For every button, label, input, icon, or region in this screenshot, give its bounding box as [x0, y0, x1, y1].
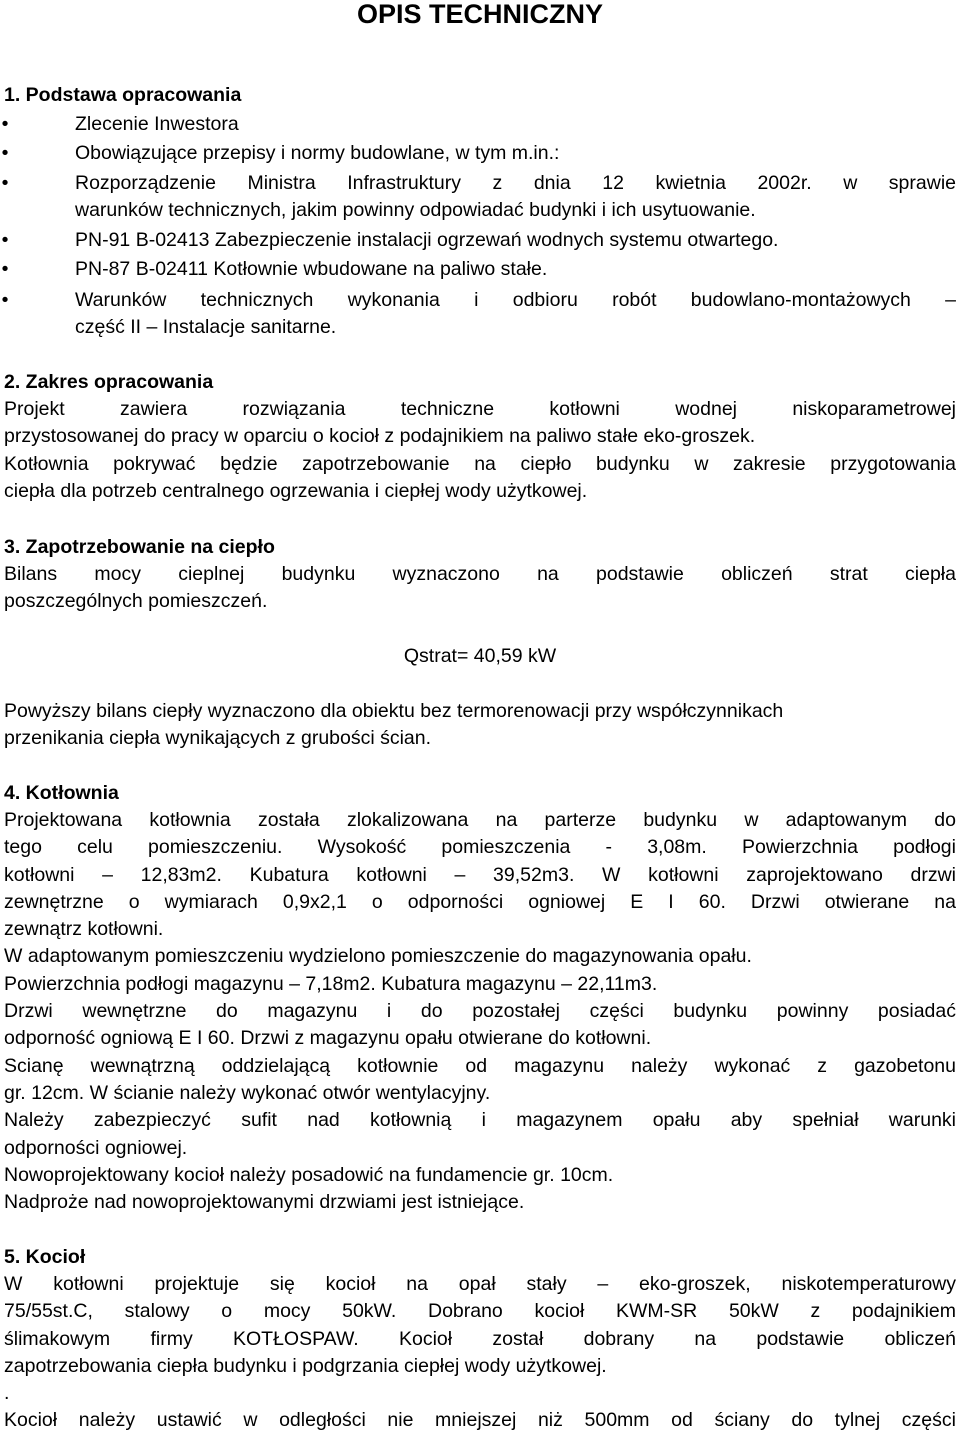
section-4-heading: 4. Kotłownia — [4, 782, 119, 804]
list-item-text-line: warunków technicznych, jakim powinny odpowiadać budynki i ich usytuowanie. — [75, 199, 756, 222]
text-line: W kotłowni projektuje się kocioł na opał stały – eko-groszek, niskotemperaturowy — [4, 1273, 956, 1295]
list-item-text: PN-91 B-02413 Zabezpieczenie instalacji ogrzewań wodnych systemu otwartego. — [75, 229, 779, 251]
list-item-text-line: Warunków technicznych wykonania i odbioru robót budowlano-montażowych – — [75, 289, 956, 311]
bullet-icon: • — [1, 142, 9, 164]
text-line: zewnętrzne o wymiarach 0,9x2,1 o odporności ogniowej E I 60. Drzwi otwierane na — [4, 890, 956, 913]
section-3-note — [4, 698, 956, 753]
text-line: kotłowni – 12,83m2. Kubatura kotłowni – 39,52m3. W kotłowni zaprojektowano drzwi — [4, 863, 956, 886]
text-line: Kocioł należy ustawić w odległości nie mniejszej niż 500mm od ściany do tylnej części — [4, 1409, 956, 1432]
text-line: Należy zabezpieczyć sufit nad kotłownią i magazynem opału aby spełniał warunki — [4, 1109, 956, 1132]
section-3-paragraph — [4, 561, 956, 616]
text-line: Scianę wewnątrzną oddzielającą kotłownie od magazynu należy wykonać z gazobetonu — [4, 1054, 956, 1077]
text-line: odporność ogniową E I 60. Drzwi z magazynu opału otwierane do kotłowni. — [4, 1027, 652, 1050]
bullet-icon: • — [1, 113, 9, 135]
list-item — [1, 287, 956, 342]
list-item — [1, 140, 956, 167]
section-1-heading: 1. Podstawa opracowania — [4, 84, 242, 106]
text-line: zapotrzebowania ciepła budynku i podgrzania ciepłej wody użytkowej. — [4, 1354, 607, 1377]
section-5-paragraph — [4, 1271, 956, 1435]
text-line: Bilans mocy cieplnej budynku wyznaczono na podstawie obliczeń strat ciepła — [4, 563, 956, 585]
text-line: przystosowanej do pracy w oparciu o kocioł z podajnikiem na paliwo stałe eko-groszek. — [4, 425, 756, 448]
section-2-paragraph — [4, 396, 956, 505]
text-line: ciepła dla potrzeb centralnego ogrzewania i ciepłej wody użytkowej. — [4, 479, 588, 502]
text-line: Nowoprojektowany kocioł należy posadowić na fundamencie gr. 10cm. — [4, 1163, 614, 1186]
list-item-text: Zlecenie Inwestora — [75, 113, 239, 135]
text-line: zewnątrz kotłowni. — [4, 918, 164, 941]
formula: Qstrat= 40,59 kW — [403, 645, 557, 667]
list-item — [1, 170, 956, 225]
text-line: Projekt zawiera rozwiązania techniczne kotłowni wodnej niskoparametrowej — [4, 398, 956, 420]
text-line: Kotłownia pokrywać będzie zapotrzebowanie na ciepło budynku w zakresie przygotowania — [4, 452, 956, 475]
text-line: odporności ogniowej. — [4, 1136, 188, 1159]
list-item-text-line: część II – Instalacje sanitarne. — [75, 316, 337, 339]
text-line: . — [4, 1382, 10, 1405]
section-4-paragraph — [4, 807, 956, 1216]
list-item-text: PN-87 B-02411 Kotłownie wbudowane na paliwo stałe. — [75, 258, 548, 280]
text-line: 75/55st.C, stalowy o mocy 50kW. Dobrano kocioł KWM-SR 50kW z podajnikiem — [4, 1300, 956, 1323]
text-line: Nadproże nad nowoprojektowanymi drzwiami jest istniejące. — [4, 1191, 525, 1214]
list-item-text: Obowiązujące przepisy i normy budowlane, w tym m.in.: — [75, 142, 560, 164]
section-3-heading: 3. Zapotrzebowanie na ciepło — [4, 536, 275, 558]
list-item — [1, 111, 956, 138]
bullet-icon: • — [1, 229, 9, 251]
text-line: gr. 12cm. W ścianie należy wykonać otwór wentylacyjny. — [4, 1081, 491, 1104]
text-line: Projektowana kotłownia została zlokalizowana na parterze budynku w adaptowanym do — [4, 809, 956, 831]
text-line: poszczególnych pomieszczeń. — [4, 590, 268, 613]
bullet-icon: • — [1, 258, 9, 280]
text-line: ślimakowym firmy KOTŁOSPAW. Kocioł został dobrany na podstawie obliczeń — [4, 1327, 956, 1350]
list-item — [1, 227, 956, 254]
text-line: tego celu pomieszczeniu. Wysokość pomieszczenia - 3,08m. Powierzchnia podłogi — [4, 836, 956, 859]
list-item — [1, 256, 956, 283]
section-2-heading: 2. Zakres opracowania — [4, 371, 214, 393]
page-title: OPIS TECHNICZNY — [356, 0, 604, 29]
list-item-text-line: Rozporządzenie Ministra Infrastruktury z dnia 12 kwietnia 2002r. w sprawie — [75, 172, 956, 194]
bullet-icon: • — [1, 172, 9, 194]
text-line: Powierzchnia podłogi magazynu – 7,18m2. Kubatura magazynu – 22,11m3. — [4, 972, 658, 995]
text-line: Drzwi wewnętrzne do magazynu i do pozostałej części budynku powinny posiadać — [4, 1000, 956, 1023]
text-line: Powyższy bilans ciepły wyznaczono dla obiektu bez termorenowacji przy współczynnikach — [4, 700, 784, 722]
section-5-heading: 5. Kocioł — [4, 1246, 86, 1268]
text-line: przenikania ciepła wynikających z grubości ścian. — [4, 727, 432, 750]
bullet-icon: • — [1, 289, 9, 311]
text-line: W adaptowanym pomieszczeniu wydzielono pomieszczenie do magazynowania opału. — [4, 945, 752, 968]
